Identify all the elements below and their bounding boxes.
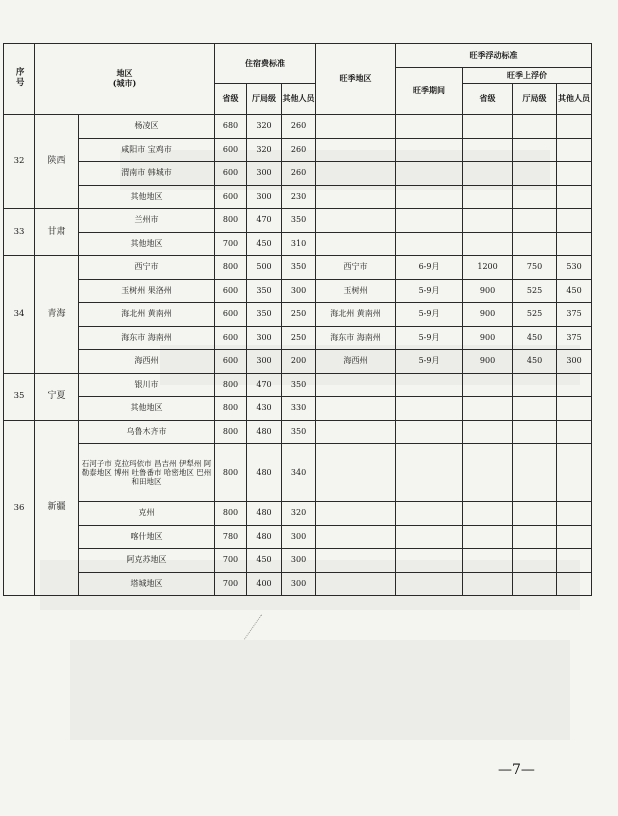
peak-rate-provincial bbox=[463, 420, 513, 444]
table-row bbox=[4, 185, 592, 209]
row-seq: 33 bbox=[4, 209, 35, 256]
rate-bureau: 470 bbox=[247, 373, 282, 397]
header-peak-other: 其他人员 bbox=[557, 84, 592, 115]
peak-rate-provincial bbox=[463, 162, 513, 186]
rate-bureau: 300 bbox=[247, 162, 282, 186]
rate-other: 300 bbox=[282, 572, 316, 596]
peak-region bbox=[316, 138, 396, 162]
peak-rate-provincial bbox=[463, 502, 513, 526]
row-city: 咸阳市 宝鸡市 bbox=[79, 138, 215, 162]
header-peak-region: 旺季地区 bbox=[316, 44, 396, 115]
peak-region bbox=[316, 373, 396, 397]
peak-rate-bureau: 750 bbox=[513, 256, 557, 280]
peak-rate-bureau bbox=[513, 444, 557, 502]
rate-bureau: 320 bbox=[247, 138, 282, 162]
row-province: 宁夏 bbox=[35, 373, 79, 420]
rate-bureau: 350 bbox=[247, 279, 282, 303]
table-row bbox=[4, 256, 592, 280]
peak-rate-other bbox=[557, 209, 592, 233]
peak-region bbox=[316, 420, 396, 444]
row-city: 其他地区 bbox=[79, 185, 215, 209]
peak-period: 5-9月 bbox=[396, 326, 463, 350]
row-seq: 35 bbox=[4, 373, 35, 420]
peak-period: 5-9月 bbox=[396, 279, 463, 303]
rate-bureau: 450 bbox=[247, 232, 282, 256]
table-header bbox=[4, 44, 592, 115]
rate-bureau: 300 bbox=[247, 350, 282, 374]
table-row bbox=[4, 444, 592, 502]
peak-rate-bureau bbox=[513, 525, 557, 549]
rate-other: 300 bbox=[282, 279, 316, 303]
rate-other: 300 bbox=[282, 549, 316, 573]
row-city: 乌鲁木齐市 bbox=[79, 420, 215, 444]
rate-provincial: 700 bbox=[215, 572, 247, 596]
peak-region bbox=[316, 502, 396, 526]
peak-rate-bureau bbox=[513, 138, 557, 162]
peak-region bbox=[316, 115, 396, 139]
row-city: 石河子市 克拉玛依市 昌吉州 伊犁州 阿勒泰地区 博州 吐鲁番市 哈密地区 巴州 和田地区 bbox=[79, 444, 215, 502]
row-city: 杨凌区 bbox=[79, 115, 215, 139]
rate-provincial: 800 bbox=[215, 397, 247, 421]
row-city: 其他地区 bbox=[79, 232, 215, 256]
rate-other: 230 bbox=[282, 185, 316, 209]
header-peak-float: 旺季浮动标准 bbox=[396, 44, 592, 68]
peak-rate-bureau bbox=[513, 373, 557, 397]
header-region: 地区 (城市) bbox=[35, 44, 215, 115]
row-city: 海北州 黄南州 bbox=[79, 303, 215, 327]
peak-rate-provincial bbox=[463, 232, 513, 256]
rate-other: 350 bbox=[282, 373, 316, 397]
rate-other: 260 bbox=[282, 115, 316, 139]
peak-region bbox=[316, 397, 396, 421]
rate-other: 300 bbox=[282, 525, 316, 549]
rate-other: 340 bbox=[282, 444, 316, 502]
peak-region bbox=[316, 572, 396, 596]
rate-bureau: 350 bbox=[247, 303, 282, 327]
peak-rate-other bbox=[557, 397, 592, 421]
header-bureau: 厅局级 bbox=[247, 84, 282, 115]
row-city: 海西州 bbox=[79, 350, 215, 374]
peak-rate-other bbox=[557, 502, 592, 526]
row-city: 兰州市 bbox=[79, 209, 215, 233]
row-province: 陕西 bbox=[35, 115, 79, 209]
peak-rate-other bbox=[557, 420, 592, 444]
peak-rate-other: 530 bbox=[557, 256, 592, 280]
row-city: 西宁市 bbox=[79, 256, 215, 280]
peak-period bbox=[396, 209, 463, 233]
peak-period bbox=[396, 115, 463, 139]
table-row bbox=[4, 502, 592, 526]
rate-bureau: 320 bbox=[247, 115, 282, 139]
peak-period bbox=[396, 525, 463, 549]
row-city: 阿克苏地区 bbox=[79, 549, 215, 573]
peak-rate-bureau bbox=[513, 397, 557, 421]
header-seq: 序号 bbox=[4, 44, 35, 115]
rate-provincial: 600 bbox=[215, 350, 247, 374]
rate-provincial: 800 bbox=[215, 373, 247, 397]
peak-rate-bureau bbox=[513, 209, 557, 233]
row-seq: 34 bbox=[4, 256, 35, 374]
peak-region: 玉树州 bbox=[316, 279, 396, 303]
row-city: 克州 bbox=[79, 502, 215, 526]
rate-bureau: 450 bbox=[247, 549, 282, 573]
peak-rate-provincial: 900 bbox=[463, 326, 513, 350]
table-body bbox=[4, 115, 592, 596]
peak-region bbox=[316, 444, 396, 502]
peak-period bbox=[396, 420, 463, 444]
page-number: —7— bbox=[498, 762, 535, 778]
table-row bbox=[4, 326, 592, 350]
rate-bureau: 300 bbox=[247, 185, 282, 209]
peak-rate-other bbox=[557, 373, 592, 397]
peak-rate-provincial bbox=[463, 209, 513, 233]
peak-rate-provincial: 900 bbox=[463, 303, 513, 327]
peak-period bbox=[396, 138, 463, 162]
peak-region: 海东市 海南州 bbox=[316, 326, 396, 350]
table-row bbox=[4, 115, 592, 139]
peak-rate-other bbox=[557, 444, 592, 502]
accommodation-rate-table bbox=[3, 43, 592, 596]
table-row bbox=[4, 373, 592, 397]
table-row bbox=[4, 162, 592, 186]
row-seq: 36 bbox=[4, 420, 35, 596]
rate-provincial: 600 bbox=[215, 303, 247, 327]
table-row bbox=[4, 397, 592, 421]
peak-region bbox=[316, 209, 396, 233]
peak-rate-bureau bbox=[513, 502, 557, 526]
peak-rate-provincial: 900 bbox=[463, 279, 513, 303]
rate-other: 310 bbox=[282, 232, 316, 256]
peak-period bbox=[396, 549, 463, 573]
peak-rate-provincial bbox=[463, 444, 513, 502]
peak-period bbox=[396, 232, 463, 256]
peak-region bbox=[316, 185, 396, 209]
peak-rate-provincial: 1200 bbox=[463, 256, 513, 280]
header-peak-upper: 旺季上浮价 bbox=[463, 68, 592, 84]
rate-other: 250 bbox=[282, 326, 316, 350]
table-row bbox=[4, 279, 592, 303]
peak-rate-bureau bbox=[513, 232, 557, 256]
peak-rate-bureau bbox=[513, 185, 557, 209]
peak-region: 海北州 黄南州 bbox=[316, 303, 396, 327]
table-row bbox=[4, 232, 592, 256]
header-other: 其他人员 bbox=[282, 84, 316, 115]
peak-rate-provincial bbox=[463, 185, 513, 209]
peak-period bbox=[396, 162, 463, 186]
table-row bbox=[4, 572, 592, 596]
rate-provincial: 600 bbox=[215, 162, 247, 186]
rate-bureau: 480 bbox=[247, 525, 282, 549]
peak-rate-provincial bbox=[463, 373, 513, 397]
peak-rate-other bbox=[557, 572, 592, 596]
peak-region bbox=[316, 549, 396, 573]
rate-bureau: 480 bbox=[247, 502, 282, 526]
peak-period: 6-9月 bbox=[396, 256, 463, 280]
row-city: 塔城地区 bbox=[79, 572, 215, 596]
peak-rate-bureau bbox=[513, 115, 557, 139]
peak-rate-other bbox=[557, 525, 592, 549]
rate-provincial: 800 bbox=[215, 209, 247, 233]
rate-other: 260 bbox=[282, 162, 316, 186]
peak-rate-provincial bbox=[463, 115, 513, 139]
peak-rate-bureau bbox=[513, 420, 557, 444]
peak-rate-provincial: 900 bbox=[463, 350, 513, 374]
rate-provincial: 600 bbox=[215, 138, 247, 162]
peak-region: 海西州 bbox=[316, 350, 396, 374]
table-row bbox=[4, 549, 592, 573]
peak-rate-bureau bbox=[513, 162, 557, 186]
row-city: 玉树州 果洛州 bbox=[79, 279, 215, 303]
header-peak-provincial: 省级 bbox=[463, 84, 513, 115]
peak-rate-bureau: 525 bbox=[513, 279, 557, 303]
rate-provincial: 780 bbox=[215, 525, 247, 549]
rate-provincial: 800 bbox=[215, 444, 247, 502]
peak-period: 5-9月 bbox=[396, 350, 463, 374]
row-city: 海东市 海南州 bbox=[79, 326, 215, 350]
peak-period bbox=[396, 444, 463, 502]
peak-rate-other bbox=[557, 185, 592, 209]
rate-bureau: 480 bbox=[247, 420, 282, 444]
rate-provincial: 800 bbox=[215, 256, 247, 280]
table-row bbox=[4, 420, 592, 444]
rate-other: 350 bbox=[282, 420, 316, 444]
row-seq: 32 bbox=[4, 115, 35, 209]
row-province: 甘肃 bbox=[35, 209, 79, 256]
peak-period bbox=[396, 373, 463, 397]
rate-provincial: 700 bbox=[215, 232, 247, 256]
rate-other: 260 bbox=[282, 138, 316, 162]
stray-pencil-mark bbox=[244, 614, 285, 655]
peak-rate-bureau: 450 bbox=[513, 350, 557, 374]
rate-bureau: 400 bbox=[247, 572, 282, 596]
peak-rate-bureau bbox=[513, 572, 557, 596]
peak-rate-other: 450 bbox=[557, 279, 592, 303]
header-accommodation: 住宿费标准 bbox=[215, 44, 316, 84]
row-city: 喀什地区 bbox=[79, 525, 215, 549]
peak-rate-other: 375 bbox=[557, 326, 592, 350]
rate-provincial: 600 bbox=[215, 326, 247, 350]
row-province: 新疆 bbox=[35, 420, 79, 596]
bleed-through-shading bbox=[70, 640, 570, 740]
peak-rate-provincial bbox=[463, 525, 513, 549]
peak-period bbox=[396, 397, 463, 421]
peak-rate-provincial bbox=[463, 549, 513, 573]
rate-provincial: 600 bbox=[215, 185, 247, 209]
peak-rate-bureau bbox=[513, 549, 557, 573]
rate-provincial: 600 bbox=[215, 279, 247, 303]
rate-bureau: 470 bbox=[247, 209, 282, 233]
peak-rate-other bbox=[557, 162, 592, 186]
peak-region: 西宁市 bbox=[316, 256, 396, 280]
peak-period bbox=[396, 502, 463, 526]
table-row bbox=[4, 303, 592, 327]
peak-period: 5-9月 bbox=[396, 303, 463, 327]
rate-bureau: 430 bbox=[247, 397, 282, 421]
peak-period bbox=[396, 572, 463, 596]
rate-provincial: 800 bbox=[215, 502, 247, 526]
peak-region bbox=[316, 162, 396, 186]
rate-other: 350 bbox=[282, 256, 316, 280]
row-city: 其他地区 bbox=[79, 397, 215, 421]
row-city: 渭南市 韩城市 bbox=[79, 162, 215, 186]
rate-other: 250 bbox=[282, 303, 316, 327]
rate-provincial: 700 bbox=[215, 549, 247, 573]
peak-rate-other: 375 bbox=[557, 303, 592, 327]
peak-region bbox=[316, 232, 396, 256]
table-row bbox=[4, 138, 592, 162]
rate-bureau: 300 bbox=[247, 326, 282, 350]
peak-rate-provincial bbox=[463, 138, 513, 162]
peak-rate-other bbox=[557, 549, 592, 573]
peak-rate-other bbox=[557, 115, 592, 139]
peak-rate-bureau: 525 bbox=[513, 303, 557, 327]
row-province: 青海 bbox=[35, 256, 79, 374]
table-row bbox=[4, 525, 592, 549]
peak-period bbox=[396, 185, 463, 209]
peak-rate-provincial bbox=[463, 572, 513, 596]
rate-other: 330 bbox=[282, 397, 316, 421]
rate-bureau: 500 bbox=[247, 256, 282, 280]
header-peak-period: 旺季期间 bbox=[396, 68, 463, 115]
row-city: 银川市 bbox=[79, 373, 215, 397]
rate-provincial: 800 bbox=[215, 420, 247, 444]
table-row bbox=[4, 209, 592, 233]
peak-rate-other bbox=[557, 232, 592, 256]
peak-rate-provincial bbox=[463, 397, 513, 421]
header-provincial: 省级 bbox=[215, 84, 247, 115]
peak-rate-other: 300 bbox=[557, 350, 592, 374]
peak-region bbox=[316, 525, 396, 549]
rate-other: 320 bbox=[282, 502, 316, 526]
rate-other: 350 bbox=[282, 209, 316, 233]
rate-provincial: 680 bbox=[215, 115, 247, 139]
rate-bureau: 480 bbox=[247, 444, 282, 502]
table-row bbox=[4, 350, 592, 374]
header-peak-bureau: 厅局级 bbox=[513, 84, 557, 115]
rate-other: 200 bbox=[282, 350, 316, 374]
peak-rate-bureau: 450 bbox=[513, 326, 557, 350]
peak-rate-other bbox=[557, 138, 592, 162]
